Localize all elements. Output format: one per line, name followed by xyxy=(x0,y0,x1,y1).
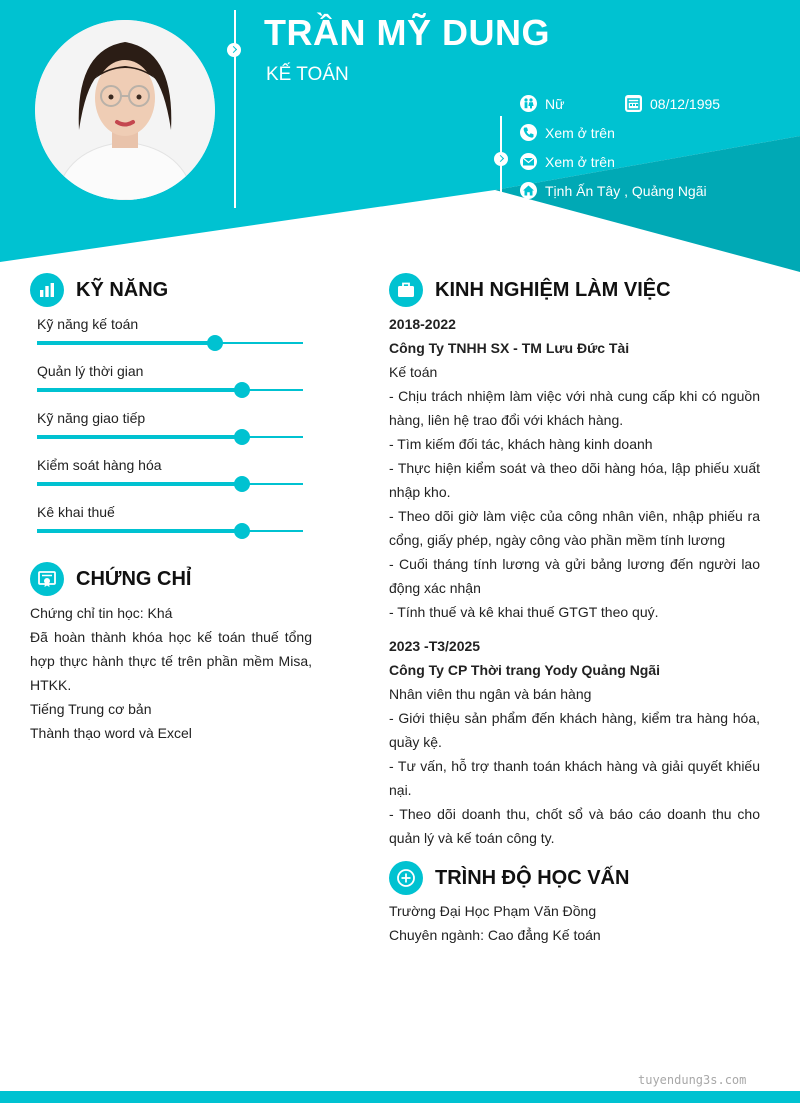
skill-bar-fill xyxy=(37,482,242,486)
job-bullet: - Tính thuế và kê khai thuế GTGT theo quý. xyxy=(389,604,659,620)
watermark: tuyendung3s.com xyxy=(638,1073,747,1087)
skill-bar-fill xyxy=(37,341,215,345)
candidate-name: TRẦN MỸ DUNG xyxy=(264,12,550,53)
skill-bar xyxy=(37,530,303,532)
phone-value: Xem ở trên xyxy=(545,124,615,141)
certificate-line: Thành thạo word và Excel xyxy=(30,725,192,741)
dob-info xyxy=(625,95,720,112)
skill-label: Quản lý thời gian xyxy=(37,363,144,379)
job-period: 2023 -T3/2025 xyxy=(389,638,481,654)
certificates-content xyxy=(30,601,312,745)
job-title: KẾ TOÁN xyxy=(266,64,349,85)
skill-bar xyxy=(37,342,303,344)
experience-heading xyxy=(389,273,671,307)
avatar xyxy=(35,20,215,200)
email-icon xyxy=(520,153,537,170)
chevron-right-icon xyxy=(227,43,241,57)
job-company: Công Ty TNHH SX - TM Lưu Đức Tài xyxy=(389,340,630,356)
skill-level-marker xyxy=(234,429,250,445)
job-role: Nhân viên thu ngân và bán hàng xyxy=(389,686,592,702)
skill-bar-fill xyxy=(37,388,242,392)
certificate-line: Chứng chỉ tin học: Khá xyxy=(30,605,173,621)
skill-item xyxy=(37,457,303,473)
skill-label: Kê khai thuế xyxy=(37,504,115,520)
home-icon xyxy=(520,182,537,199)
education-content xyxy=(389,899,760,947)
skill-bar-fill xyxy=(37,529,242,533)
skill-bar xyxy=(37,436,303,438)
header-divider xyxy=(234,10,236,208)
skill-item xyxy=(37,316,303,332)
certificates-heading xyxy=(30,562,191,596)
experience-title: KINH NGHIỆM LÀM VIỆC xyxy=(435,278,671,301)
skill-bar xyxy=(37,483,303,485)
phone-icon xyxy=(520,124,537,141)
education-title: TRÌNH ĐỘ HỌC VẤN xyxy=(435,866,630,889)
address-info xyxy=(520,182,707,199)
skill-level-marker xyxy=(207,335,223,351)
job-bullet: - Tư vấn, hỗ trợ thanh toán khách hàng và giải quyết khiếu nại. xyxy=(389,758,760,798)
skill-bar xyxy=(37,389,303,391)
bar-chart-icon xyxy=(30,273,64,307)
calendar-icon xyxy=(625,95,642,112)
job-bullet: - Thực hiện kiểm soát và theo dõi hàng hóa, lập phiếu xuất nhập kho. xyxy=(389,460,760,500)
dob-value: 08/12/1995 xyxy=(650,95,721,112)
job-bullet: - Theo dõi doanh thu, chốt sổ và báo cáo doanh thu cho quản lý và kế toán công ty. xyxy=(389,806,760,846)
job-role: Kế toán xyxy=(389,364,438,380)
chevron-right-icon xyxy=(494,152,508,166)
certificate-icon xyxy=(30,562,64,596)
gender-icon xyxy=(520,95,537,112)
email-value: Xem ở trên xyxy=(545,153,615,170)
skill-level-marker xyxy=(234,476,250,492)
skill-level-marker xyxy=(234,382,250,398)
job-company: Công Ty CP Thời trang Yody Quảng Ngãi xyxy=(389,662,661,678)
skill-item xyxy=(37,410,303,426)
phone-info xyxy=(520,124,615,141)
briefcase-icon xyxy=(389,273,423,307)
job-bullet: - Giới thiệu sản phẩm đến khách hàng, kiểm tra hàng hóa, quầy kệ. xyxy=(389,710,760,750)
avatar-photo xyxy=(35,20,215,200)
skill-label: Kiểm soát hàng hóa xyxy=(37,457,162,473)
job-bullet: - Cuối tháng tính lương và gửi bảng lương đến người lao động xác nhận xyxy=(389,556,760,596)
skill-level-marker xyxy=(234,523,250,539)
skills-title: KỸ NĂNG xyxy=(76,278,169,301)
plus-circle-icon xyxy=(389,861,423,895)
skill-label: Kỹ năng kế toán xyxy=(37,316,139,332)
header xyxy=(0,0,800,275)
job-2 xyxy=(389,634,760,850)
certificates-title: CHỨNG CHỈ xyxy=(76,567,192,590)
education-line: Chuyên ngành: Cao đẳng Kế toán xyxy=(389,927,601,943)
skills-heading xyxy=(30,273,168,307)
gender-value: Nữ xyxy=(545,95,565,112)
footer-bar xyxy=(0,1091,800,1103)
job-bullet: - Theo dõi giờ làm việc của công nhân viên, nhập phiếu ra cổng, giấy phép, ngày công vào phần mềm tính lương xyxy=(389,508,760,548)
skill-label: Kỹ năng giao tiếp xyxy=(37,410,146,426)
job-bullet: - Tìm kiếm đối tác, khách hàng kinh doanh xyxy=(389,436,653,452)
certificate-line: Đã hoàn thành khóa học kế toán thuế tổng hợp thực hành thực tế trên phần mềm Misa, HTKK. xyxy=(30,629,312,693)
skill-item xyxy=(37,363,303,379)
skill-bar-fill xyxy=(37,435,242,439)
email-info xyxy=(520,153,615,170)
gender-info xyxy=(520,95,564,112)
skill-item xyxy=(37,504,303,520)
education-heading xyxy=(389,861,629,895)
job-1 xyxy=(389,312,760,624)
certificate-line: Tiếng Trung cơ bản xyxy=(30,701,152,717)
job-period: 2018-2022 xyxy=(389,316,456,332)
address-value: Tịnh Ấn Tây , Quảng Ngãi xyxy=(545,182,707,199)
education-line: Trường Đại Học Phạm Văn Đồng xyxy=(389,903,597,919)
job-bullet: - Chịu trách nhiệm làm việc với nhà cung cấp khi có nguồn hàng, liên hệ trao đổi với khách hàng. xyxy=(389,388,760,428)
